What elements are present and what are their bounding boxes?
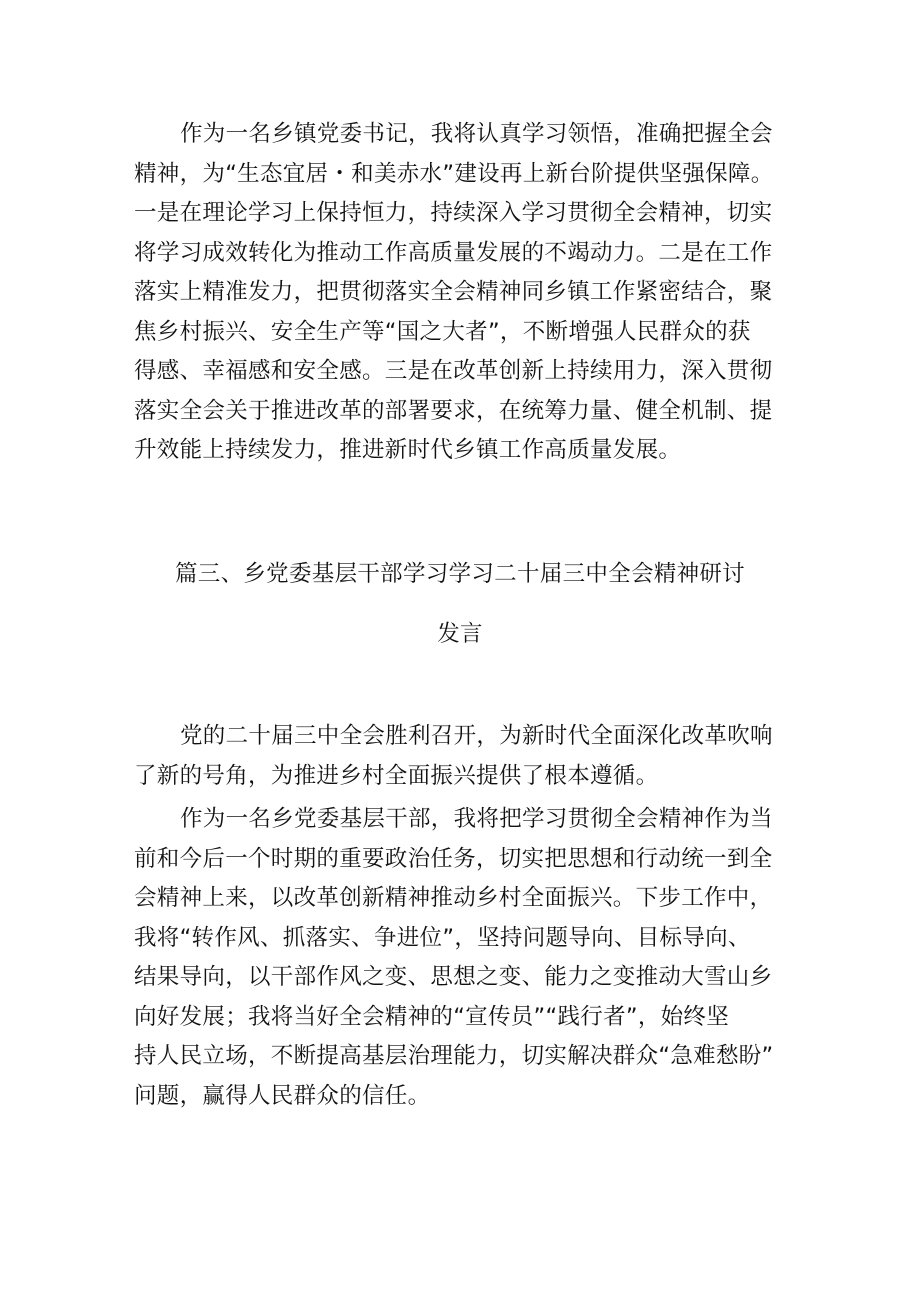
paragraph-plenum-opening xyxy=(134,717,794,796)
section-heading: 篇三、乡党委基层干部学习学习二十届三中全会精神研讨 xyxy=(174,561,745,587)
section-heading-continuation: 发言 xyxy=(437,621,483,647)
text-line: 将学习成效转化为推动工作高质量发展的不竭动力。二是在工作 xyxy=(134,239,773,266)
text-line: 持人民立场，不断提高基层治理能力，切实解决群众“急难愁盼” xyxy=(134,1043,774,1069)
text-line: 了新的号角，为推进乡村全面振兴提供了根本遵循。 xyxy=(134,762,659,789)
text-line: 作为一名乡镇党委书记，我将认真学习领悟，准确把握全会 xyxy=(180,121,773,147)
text-line: 落实上精准发力，把贯彻落实全会精神同乡镇工作紧密结合，聚 xyxy=(134,279,773,305)
text-line: 精神，为“生态宜居・和美赤水”建设再上新台阶提供坚强保障。 xyxy=(134,160,774,187)
text-line: 结果导向，以干部作风之变、思想之变、能力之变推动大雪山乡 xyxy=(134,964,773,990)
paragraph-party-secretary-commitment xyxy=(134,115,794,471)
text-line: 我将“转作风、抓落实、争进位”，坚持问题导向、目标导向、 xyxy=(134,924,751,951)
text-line: 问题，赢得人民群众的信任。 xyxy=(134,1082,431,1109)
text-line: 会精神上来，以改革创新精神推动乡村全面振兴。下步工作中， xyxy=(134,885,773,911)
text-line: 升效能上持续发力，推进新时代乡镇工作高质量发展。 xyxy=(134,437,682,463)
text-line: 向好发展；我将当好全会精神的“宣传员”“践行者”，始终坚 xyxy=(134,1003,730,1030)
text-line: 作为一名乡党委基层干部，我将把学习贯彻全会精神作为当 xyxy=(180,806,773,832)
text-line: 一是在理论学习上保持恒力，持续深入学习贯彻全会精神，切实 xyxy=(134,200,773,226)
text-line: 焦乡村振兴、安全生产等“国之大者”，不断增强人民群众的获 xyxy=(134,318,751,345)
text-line: 得感、幸福感和安全感。三是在改革创新上持续用力，深入贯彻 xyxy=(134,358,773,384)
text-line: 前和今后一个时期的重要政治任务，切实把思想和行动统一到全 xyxy=(134,845,773,872)
paragraph-grassroots-cadre-commitment xyxy=(134,800,794,1116)
text-line: 党的二十届三中全会胜利召开，为新时代全面深化改革吹响 xyxy=(180,723,773,749)
text-line: 落实全会关于推进改革的部署要求，在统筹力量、健全机制、提 xyxy=(134,397,773,424)
